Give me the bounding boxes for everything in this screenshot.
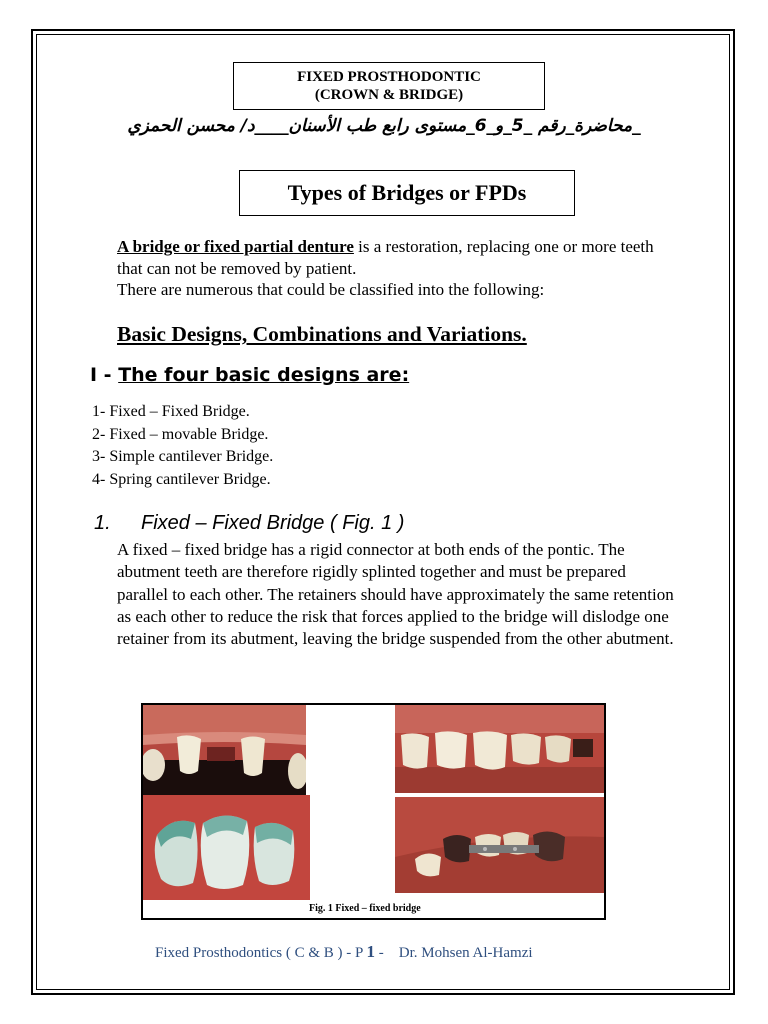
section-heading: Basic Designs, Combinations and Variations. [117,322,527,346]
list-item: 4- Spring cantilever Bridge. [92,470,271,488]
lecture-info-arabic: _محاضرة_رقم _5_و_6_مستوى رابع طب الأسنان____د/ محسن الحمزي [127,116,641,136]
footer-page-number: 1 [366,942,376,961]
classification-sentence: There are numerous that could be classified into the following: [117,280,545,299]
heading-number: 1. [94,512,111,534]
course-subtitle: (CROWN & BRIDGE) [314,87,464,103]
fixed-fixed-paragraph: A fixed – fixed bridge has a rigid connector at both ends of the pontic. The abutment teeth are therefore rigidly splinted together and must be prepared parallel to each other. The retainers should have approximately the same retention as each other to reduce the risk that forces applied to the bridge will dislodge one retainer from its abutment, leaving the bridge suspended from the other abutment. [117,540,674,649]
bridge-definition-text: is a restoration, replacing one or more teeth that can not be removed by patient. [117,237,654,278]
four-designs-title: The four basic designs are: [118,364,410,386]
course-header-box [233,62,545,110]
four-designs-heading [90,364,409,386]
photo-ceramic-bridge [143,795,310,900]
intro-paragraph [117,236,677,301]
page-title: Types of Bridges or FPDs [239,170,575,216]
figure-caption: Fig. 1 Fixed – fixed bridge [309,903,421,914]
footer-author: Dr. Mohsen Al-Hamzi [398,945,533,961]
roman-numeral: I - [90,364,119,386]
list-item: 3- Simple cantilever Bridge. [92,448,274,465]
page-footer [155,942,615,962]
footer-dash: - [375,945,384,961]
fixed-fixed-heading [94,512,404,535]
list-item: 2- Fixed – movable Bridge. [92,425,269,443]
heading-text: Fixed – Fixed Bridge ( Fig. 1 ) [141,512,405,534]
footer-course: Fixed Prosthodontics ( C & B ) - P [155,945,363,961]
bridge-definition-term: A bridge or fixed partial denture [117,237,354,256]
design-list [92,401,273,491]
list-item: 1- Fixed – Fixed Bridge. [92,403,250,420]
figure-1 [141,703,606,920]
photo-missing-tooth [143,705,306,795]
photo-metal-bridge [395,797,604,893]
photo-bridge-in-mouth [395,705,604,793]
course-title: FIXED PROSTHODONTIC [297,69,481,85]
